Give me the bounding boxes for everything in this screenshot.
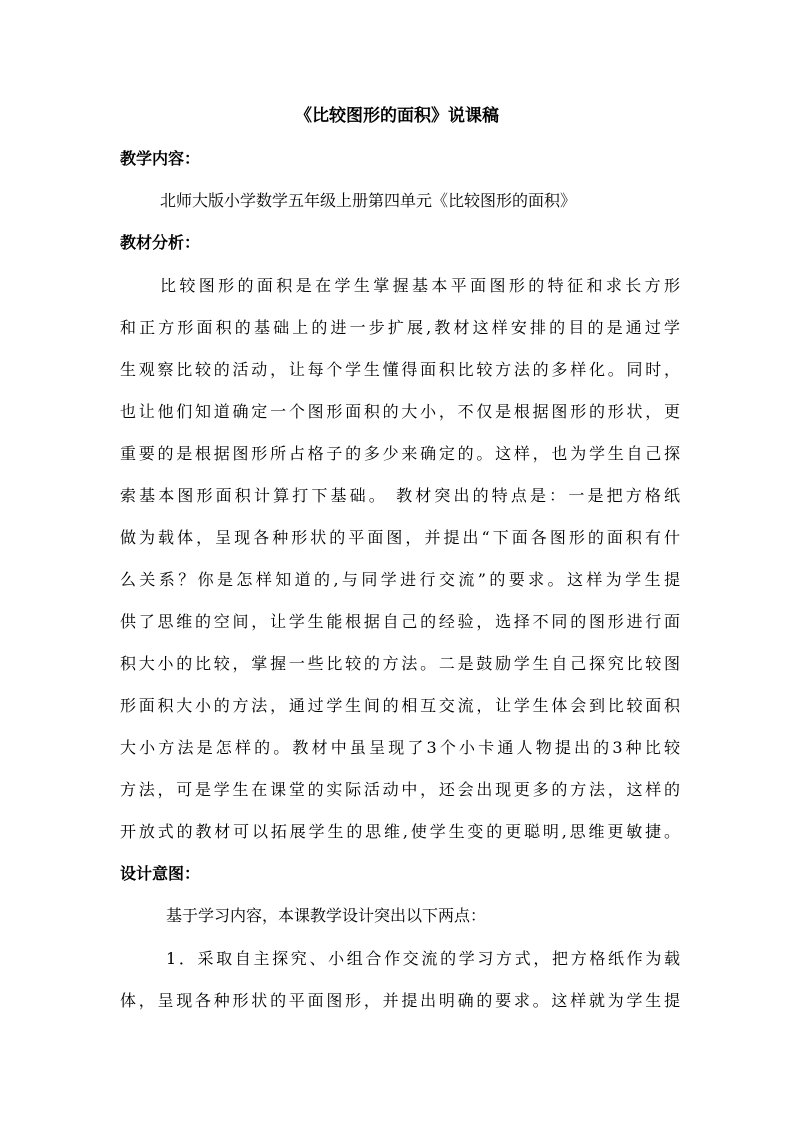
paragraph-line: 供了思维的空间，让学生能根据自己的经验，选择不同的图形进行面	[120, 612, 680, 631]
paragraph-line: 比较图形的面积是在学生掌握基本平面图形的特征和求长方形	[160, 276, 680, 295]
paragraph-line: 开放式的教材可以拓展学生的思维,使学生变的更聪明,思维更敏捷。	[120, 822, 680, 841]
paragraph-line: 索基本图形面积计算打下基础。 教材突出的特点是：一是把方格纸	[120, 486, 680, 505]
document-title: 《比较图形的面积》说课稿	[295, 106, 499, 126]
paragraph-line: 形面积大小的方法，通过学生间的相互交流，让学生体会到比较面积	[120, 696, 680, 715]
paragraph-line: 基于学习内容，本课教学设计突出以下两点：	[166, 906, 487, 925]
paragraph-line: 体，呈现各种形状的平面图形，并提出明确的要求。这样就为学生提	[120, 991, 680, 1010]
section-heading-design-intent: 设计意图：	[120, 864, 201, 883]
paragraph-line: 生观察比较的活动，让每个学生懂得面积比较方法的多样化。同时，	[120, 360, 680, 379]
paragraph-line: 做为载体，呈现各种形状的平面图，并提出“下面各图形的面积有什	[120, 528, 680, 547]
paragraph-line: 重要的是根据图形所占格子的多少来确定的。这样，也为学生自己探	[120, 444, 680, 463]
paragraph-line: 积大小的比较，掌握一些比较的方法。二是鼓励学生自己探究比较图	[120, 654, 680, 673]
paragraph-line: 大小方法是怎样的。教材中虽呈现了3个小卡通人物提出的3种比较	[120, 738, 680, 757]
paragraph-line: 和正方形面积的基础上的进一步扩展,教材这样安排的目的是通过学	[120, 318, 680, 337]
paragraph-line: 也让他们知道确定一个图形面积的大小，不仅是根据图形的形状，更	[120, 402, 680, 421]
paragraph-line: 么关系？你是怎样知道的,与同学进行交流”的要求。这样为学生提	[120, 570, 680, 589]
paragraph-line: 方法，可是学生在课堂的实际活动中，还会出现更多的方法，这样的	[120, 780, 680, 799]
section-heading-teaching-content: 教学内容：	[120, 149, 201, 168]
section-heading-material-analysis: 教材分析：	[120, 233, 201, 252]
paragraph-line: 1．采取自主探究、小组合作交流的学习方式，把方格纸作为载	[166, 949, 680, 968]
paragraph-line: 北师大版小学数学五年级上册第四单元《比较图形的面积》	[160, 191, 577, 210]
